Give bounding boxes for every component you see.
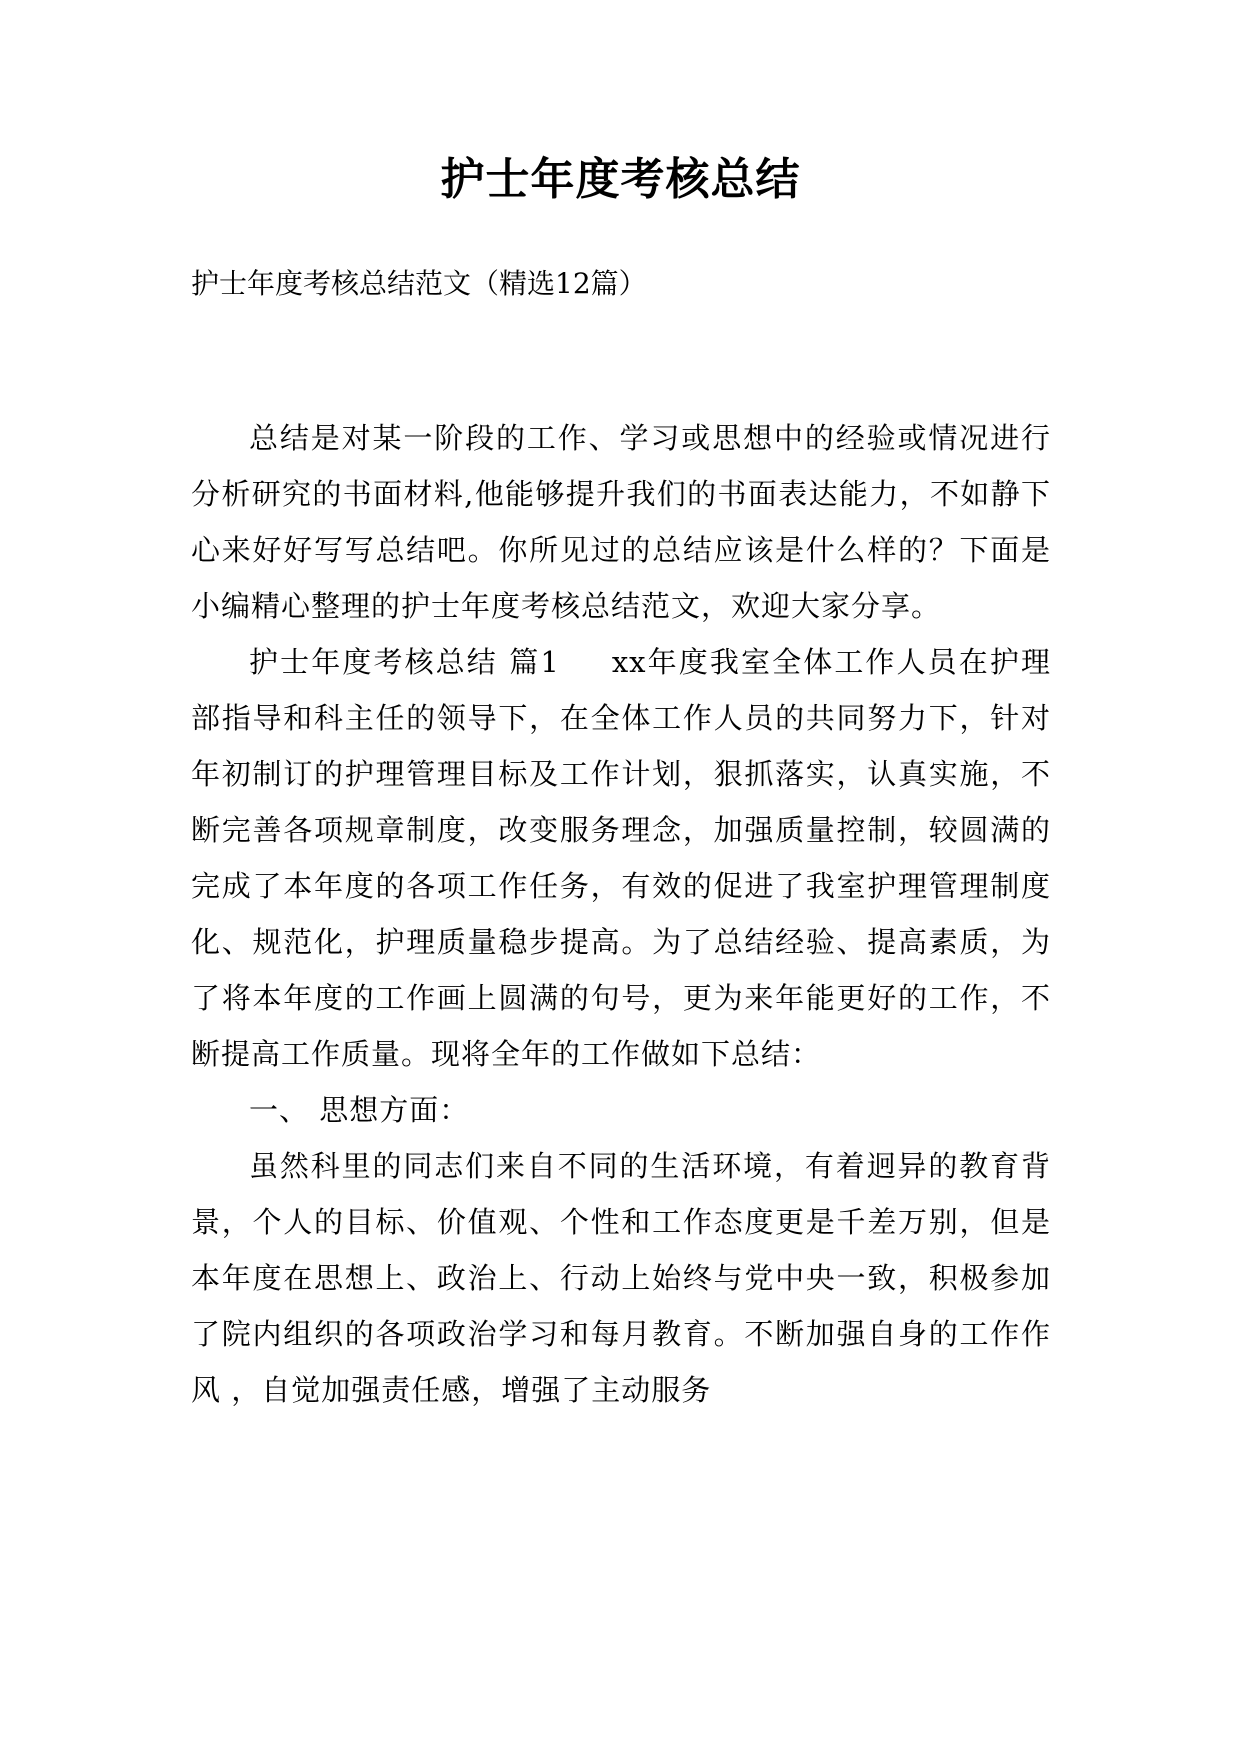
- section-1-paragraph: [191, 634, 1051, 1082]
- section-1-body: xx年度我室全体工作人员在护理部指导和科主任的领导下，在全体工作人员的共同努力下，针对年初制订的护理管理目标及工作计划，狠抓落实，认真实施，不断完善各项规章制度，改变服务理念，加强质量控制，较圆满的完成了本年度的各项工作任务，有效的促进了我室护理管理制度化、规范化，护理质量稳步提高。为了总结经验、提高素质，为了将本年度的工作画上圆满的句号，更为来年能更好的工作，不断提高工作质量。现将全年的工作做如下总结：: [191, 645, 1051, 1071]
- intro-paragraph: 总结是对某一阶段的工作、学习或思想中的经验或情况进行分析研究的书面材料,他能够提升我们的书面表达能力，不如静下心来好好写写总结吧。你所见过的总结应该是什么样的？下面是小编精心整理的护士年度考核总结范文，欢迎大家分享。: [191, 421, 1051, 623]
- heading-thought: 一、 思想方面：: [249, 1093, 470, 1127]
- document-title: 护士年度考核总结: [440, 154, 801, 205]
- document-subtitle: 护士年度考核总结范文（精选12篇）: [191, 267, 647, 300]
- thought-paragraph: 虽然科里的同志们来自不同的生活环境，有着迥异的教育背景，个人的目标、价值观、个性和工作态度更是千差万别，但是本年度在思想上、政治上、行动上始终与党中央一致，积极参加了院内组织的各项政治学习和每月教育。不断加强自身的工作作风 ，自觉加强责任感，增强了主动服务: [191, 1149, 1051, 1407]
- section-1-heading: 护士年度考核总结 篇1: [249, 645, 560, 679]
- document-body: [191, 410, 1051, 1418]
